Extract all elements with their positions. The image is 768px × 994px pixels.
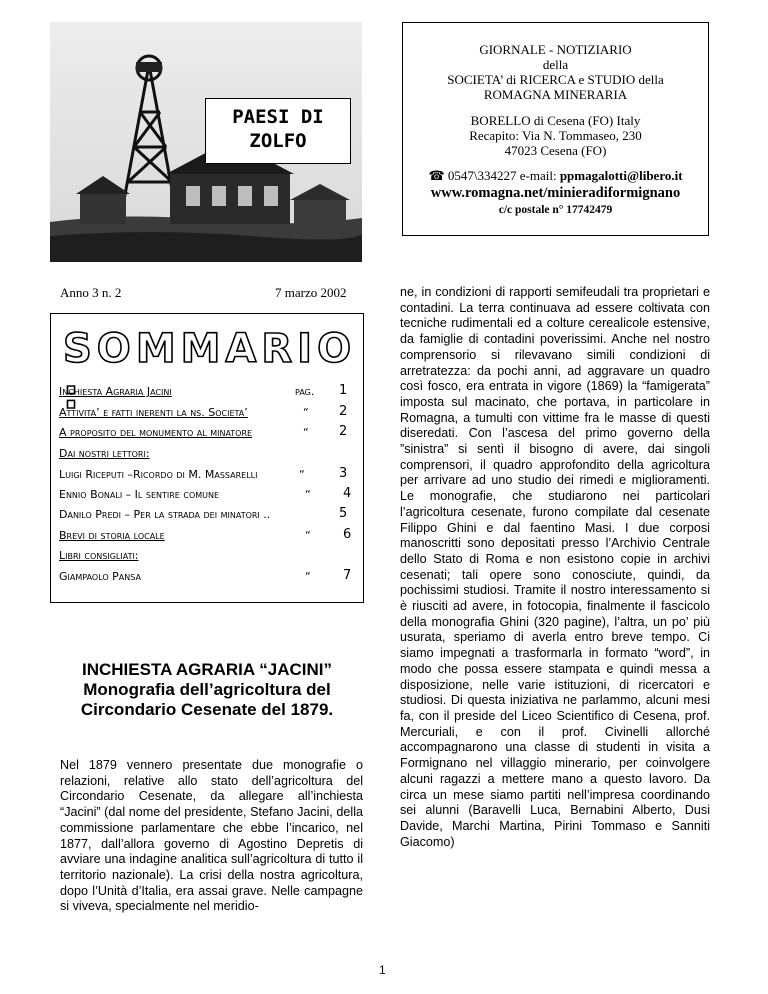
toc-row xyxy=(59,526,355,546)
postal-account: c/c postale n° 17742479 xyxy=(498,204,613,216)
masthead-title-line2: ZOLFO xyxy=(249,130,307,152)
toc-page: 7 xyxy=(343,568,352,583)
toc-mark: “ xyxy=(305,488,311,501)
toc-page: 3 xyxy=(339,466,348,481)
toc-label: Danilo Predi – Per la strada dei minatori .. xyxy=(59,508,271,521)
info-line4: ROMAGNA MINERARIA xyxy=(483,87,628,102)
toc-label: Ennio Bonali – Il sentire comune xyxy=(59,488,220,501)
info-line2: della xyxy=(542,57,569,72)
telephone-icon: ☎ xyxy=(428,168,445,183)
toc-page: 2 xyxy=(339,424,348,439)
toc-row xyxy=(59,546,355,566)
masthead-title-line1: PAESI DI xyxy=(232,106,324,128)
toc-row xyxy=(59,505,355,525)
toc-page: 4 xyxy=(343,486,352,501)
toc-label: Dai nostri lettori: xyxy=(59,447,150,460)
toc-mark: “ xyxy=(303,426,309,439)
toc-row xyxy=(59,485,355,505)
toc-title: SOMMARIO : xyxy=(63,326,357,418)
toc-page: 5 xyxy=(339,506,348,521)
toc-row xyxy=(59,403,355,423)
toc-label: Inchiesta Agraria Jacini xyxy=(59,385,172,398)
article-title-line1: INCHIESTA AGRARIA “JACINI” xyxy=(82,660,332,679)
info-line1: GIORNALE - NOTIZIARIO xyxy=(479,42,632,57)
toc-mark: “ xyxy=(305,570,311,583)
table-of-contents xyxy=(50,313,364,603)
toc-label: Giampaolo Pansa xyxy=(59,570,141,583)
toc-row xyxy=(59,382,355,402)
article-body-left-column: Nel 1879 vennero presentate due monografie o relazioni, relative allo stato dell’agricoltura del Circondario Cesenate, da allegare all’inchiesta “Jacini” (dal nome del presidente, Stefano Jacini, della commissione parlamentare che ebbe l’incarico, nel 1877, dall’allora governo di Agostino Depretis di avviare una indagine analitica sull’agricoltura di tutto il territorio nazionale). La crisi della nostra agricoltura, dopo l’Unità d’Italia, era assai grave. Nelle campagne si viveva, specialmente nel meridio- xyxy=(60,758,363,914)
toc-page: 1 xyxy=(339,383,348,398)
toc-row xyxy=(59,567,355,587)
toc-label: A proposito del monumento al minatore xyxy=(59,426,253,439)
toc-label: Brevi di storia locale xyxy=(59,529,165,542)
issue-number: Anno 3 n. 2 xyxy=(60,285,122,300)
toc-row xyxy=(59,465,355,485)
address-line2: Recapito: Via N. Tommaseo, 230 xyxy=(469,128,642,143)
toc-label: Luigi Riceputi –Ricordo di M. Massarelli xyxy=(59,468,258,481)
toc-mark: “ xyxy=(305,529,311,542)
website-url: www.romagna.net/minieradiformignano xyxy=(430,185,681,201)
article-body-right-column: ne, in condizioni di rapporti semifeudali tra proprietari e contadini. La terra continuava ad essere coltivata con tecniche rudimentali ed a colture cerealicole estensive, da famiglie di contadini poverissimi. Anche nel nostro comprensorio si rilevavano simili condizioni di arretratezza: da pochi anni, ad aggravare un quadro così fosco, era entrata in vigore (1869) la “famigerata” imposta sul macinato, che portava, in particolare in Romagna, a tumulti con vittime fra le masse di questi diseredati. Con l’ascesa del primo governo della ”sinistra” si sentì il bisogno di avere, dai singoli comprensori, il quadro approfondito della agricoltura per arrivare ad uno studio dei rimedi e miglioramenti. Le monografie, che studiarono nei particolari l’agricoltura cesenate, furono compilate dal cesenate Filippo Ghini e dal faentino Masi. I due corposi manoscritti sono depositati presso l’Archivio Centrale dello Stato di Roma e non esistono copie in archivi cesenati; tali opere sono conosciute, quindi, da pochissimi studiosi. Tramite il nostro interessamento si è riusciti ad avere, in fotocopia, finalmente il fascicolo della monografia Ghini (320 pagine), l’altra, un po’ più usurata, speriamo di averla entro breve tempo. Ci siamo impegnati a trasformarla in formato “word”, in modo che possa essere stampata e quindi messa a disposizione, nelle varie istituzioni, di ricercatori e studiosi. Di questa iniziativa ne parlammo, alcuni mesi fa, con il preside del Liceo Scientifico di Cesena, prof. Mercuriali, e con il prof. Civinelli allorché accompagnarono una classe di studenti in visita a Formignano nel villaggio minerario, per coinvolgere alcuni ragazzi a mettere mano a questo lavoro. Da circa un mese siamo partiti nell’impresa coordinando sei alunni (Baravelli Luca, Bernabini Alberto, Dusi Davide, Marchi Martina, Pirini Tommaso e Sanniti Giacomo) xyxy=(400,285,710,849)
address-line1: BORELLO di Cesena (FO) Italy xyxy=(470,113,641,128)
toc-label: Attivita’ e fatti inerenti la ns. Societa’ xyxy=(59,406,248,419)
issue-date: 7 marzo 2002 xyxy=(275,285,347,300)
toc-page: 6 xyxy=(343,527,352,542)
publisher-info-box xyxy=(402,22,709,236)
phone-number: 0547\334227 e-mail: xyxy=(447,168,557,183)
masthead-title-box xyxy=(205,98,351,164)
toc-mark: pag. xyxy=(295,385,315,398)
toc-label: Libri consigliati: xyxy=(59,549,139,562)
info-line3: SOCIETA’ di RICERCA e STUDIO della xyxy=(447,72,664,87)
article-title-line2: Monografia dell’agricoltura del xyxy=(83,680,331,699)
toc-mark: “ xyxy=(299,468,305,481)
article-title-line3: Circondario Cesenate del 1879. xyxy=(80,700,334,719)
email-address: ppmagalotti@libero.it xyxy=(559,168,683,183)
toc-row xyxy=(59,444,355,464)
toc-mark: “ xyxy=(303,406,309,419)
address-line3: 47023 Cesena (FO) xyxy=(504,143,607,158)
article-title xyxy=(62,660,352,720)
toc-page: 2 xyxy=(339,404,348,419)
page-number: 1 xyxy=(379,963,386,977)
toc-row xyxy=(59,423,355,443)
